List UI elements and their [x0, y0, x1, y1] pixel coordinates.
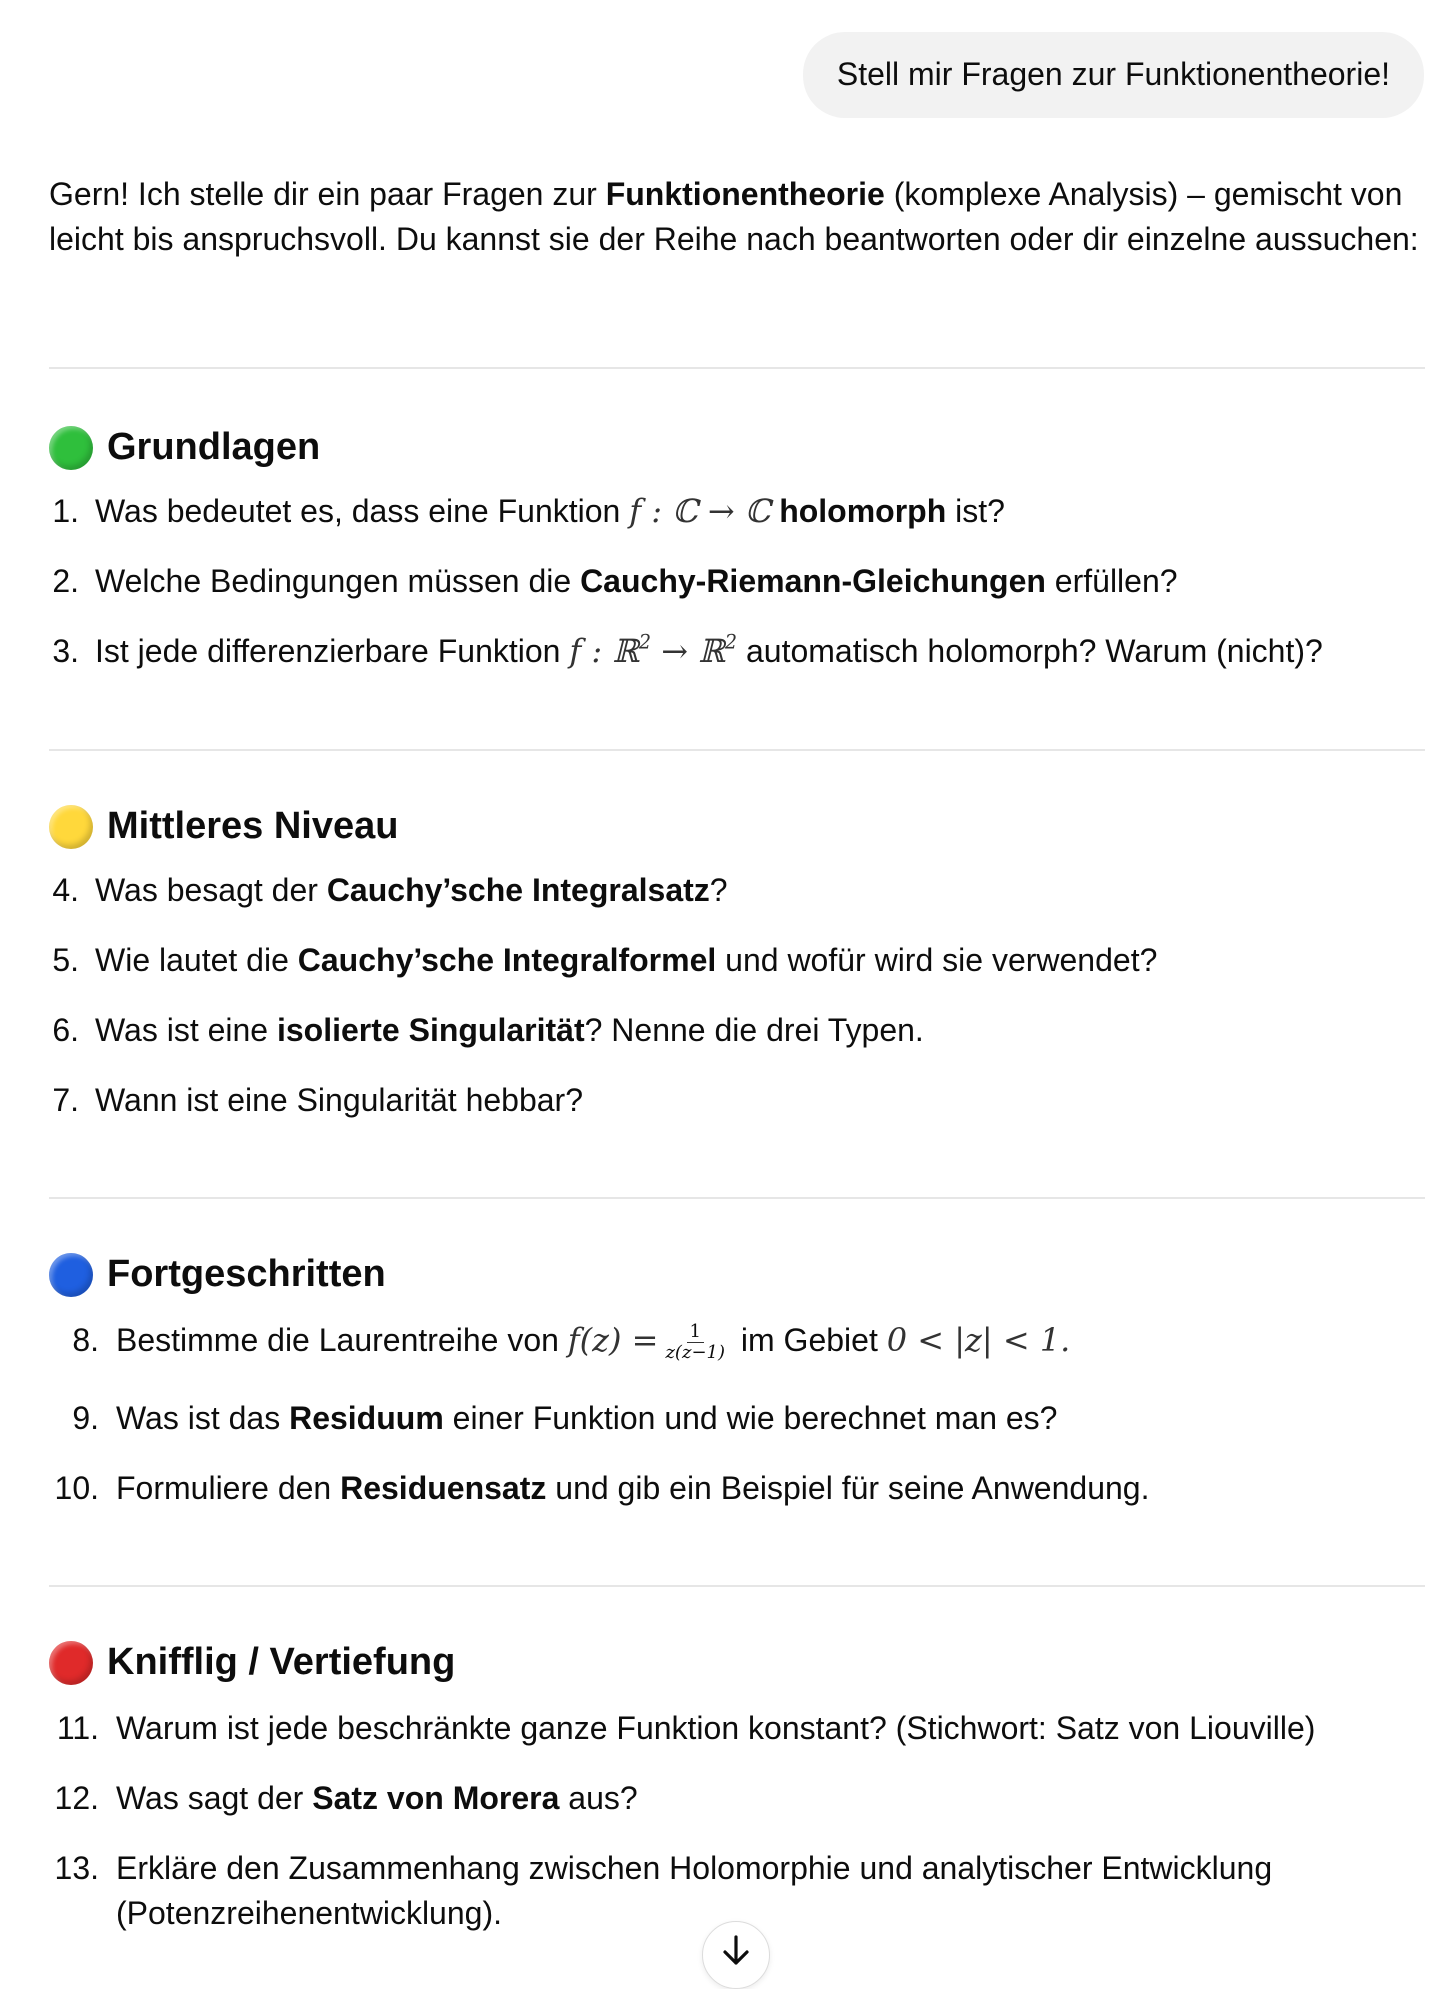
- item-number: 5.: [52, 942, 79, 978]
- section-title: Mittleres Niveau: [107, 805, 399, 848]
- item-number: 13.: [54, 1850, 99, 1886]
- item-text: Wann ist eine Singularität hebbar?: [95, 1082, 583, 1118]
- assistant-response: [49, 172, 1425, 1931]
- list-item: [49, 938, 1453, 983]
- item-bold: Residuensatz: [340, 1470, 547, 1506]
- intro-bold: Funktionentheorie: [605, 176, 885, 212]
- item-text: Erkläre den Zusammenhang zwischen Holomorphie und analytischer Entwicklung (Potenzreihenentwicklung).: [116, 1850, 1273, 1931]
- item-number: 3.: [52, 633, 79, 669]
- item-number: 12.: [54, 1780, 99, 1816]
- scroll-to-bottom-button[interactable]: [702, 1921, 770, 1989]
- item-text: Ist jede differenzierbare Funktion: [95, 633, 570, 669]
- item-text-end: einer Funktion und wie berechnet man es?: [443, 1400, 1058, 1436]
- item-text-end: aus?: [559, 1780, 638, 1816]
- item-bold: isolierte Singularität: [276, 1012, 585, 1048]
- divider: [49, 749, 1425, 751]
- math-expression: f(z) =: [567, 1321, 659, 1359]
- item-text-end: automatisch holomorph? Warum (nicht)?: [737, 633, 1323, 669]
- divider: [49, 367, 1425, 369]
- item-bold: Cauchy’sche Integralformel: [297, 942, 717, 978]
- item-text-end: erfüllen?: [1045, 563, 1178, 599]
- item-text: Was ist das: [116, 1400, 290, 1436]
- math-part: → ℝ: [651, 632, 725, 670]
- item-text: Warum ist jede beschränkte ganze Funktion konstant? (Stichwort: Satz von Liouville): [116, 1710, 1316, 1746]
- section-title: Fortgeschritten: [107, 1253, 386, 1296]
- red-circle-icon: [49, 1641, 93, 1685]
- section-title: Knifflig / Vertiefung: [107, 1641, 456, 1684]
- blue-circle-icon: [49, 1253, 93, 1297]
- intro-text: Gern! Ich stelle dir ein paar Fragen zur: [49, 176, 606, 212]
- item-number: 10.: [54, 1470, 99, 1506]
- item-bold: Cauchy-Riemann-Gleichungen: [580, 563, 1046, 599]
- item-text: Formuliere den: [116, 1470, 341, 1506]
- list-item: [49, 1776, 1425, 1821]
- arrow-down-icon: [721, 1934, 751, 1968]
- item-number: 8.: [72, 1322, 99, 1358]
- list-item: [49, 1318, 1453, 1363]
- user-message-bubble: Stell mir Fragen zur Funktionentheorie!: [803, 32, 1424, 118]
- math-expression: [569, 632, 737, 670]
- item-text: Wie lautet die: [95, 942, 298, 978]
- list-item: [49, 629, 1453, 674]
- math-expression: f : ℂ → ℂ: [629, 492, 771, 530]
- fraction-numerator: 1: [687, 1322, 704, 1343]
- section-knifflig: [49, 1638, 1425, 1931]
- divider: [49, 1197, 1425, 1199]
- fraction: [662, 1322, 728, 1363]
- section-grundlagen: [49, 423, 1425, 670]
- fraction-denominator: z(z−1): [665, 1342, 725, 1364]
- item-bold: holomorph: [779, 493, 947, 529]
- item-text: Was bedeutet es, dass eine Funktion: [95, 493, 630, 529]
- list-item: [49, 1396, 1453, 1441]
- item-text: Was sagt der: [116, 1780, 313, 1816]
- item-bold: Cauchy’sche Integralsatz: [326, 872, 710, 908]
- item-number: 7.: [52, 1082, 79, 1118]
- section-heading: [49, 1638, 1425, 1688]
- list-item: [49, 1466, 1453, 1511]
- divider: [49, 1585, 1425, 1587]
- list-item: [49, 1078, 1453, 1123]
- math-part: f : ℝ: [569, 632, 639, 670]
- section-heading: [49, 802, 1425, 852]
- item-number: 9.: [72, 1400, 99, 1436]
- list-item: [49, 1706, 1425, 1751]
- user-message-row: [803, 32, 1424, 118]
- section-title: Grundlagen: [107, 426, 321, 469]
- item-number: 1.: [52, 493, 79, 529]
- section-mittleres-niveau: [49, 802, 1425, 1118]
- list-item: [49, 559, 1453, 604]
- list-item: [49, 489, 1453, 534]
- yellow-circle-icon: [49, 805, 93, 849]
- math-sup: 2: [724, 630, 738, 654]
- item-text-mid: im Gebiet: [732, 1322, 887, 1358]
- item-bold: Satz von Morera: [312, 1780, 560, 1816]
- list-item: [49, 1008, 1453, 1053]
- item-text-end: ?: [709, 872, 728, 908]
- item-text-end: und wofür wird sie verwendet?: [716, 942, 1158, 978]
- item-number: 6.: [52, 1012, 79, 1048]
- item-bold: Residuum: [289, 1400, 444, 1436]
- item-text-end: ? Nenne die drei Typen.: [584, 1012, 924, 1048]
- item-text: Was besagt der: [95, 872, 327, 908]
- item-text-end: und gib ein Beispiel für seine Anwendung.: [546, 1470, 1150, 1506]
- intro-text-rest: (komplexe Analysis) – gemischt von leicht bis anspruchsvoll. Du kannst sie der Reihe nach beantworten oder dir einzelne aussuchen:: [49, 176, 1419, 257]
- intro-paragraph: [49, 172, 1425, 262]
- list-item: [49, 868, 1453, 913]
- section-fortgeschritten: [49, 1250, 1425, 1506]
- item-number: 11.: [56, 1710, 99, 1746]
- item-text: Welche Bedingungen müssen die: [95, 563, 581, 599]
- section-heading: [49, 1250, 1425, 1300]
- section-heading: [49, 423, 1425, 473]
- green-circle-icon: [49, 426, 93, 470]
- math-expression: 0 < |z| < 1.: [886, 1321, 1071, 1359]
- item-number: 4.: [52, 872, 79, 908]
- math-sup: 2: [638, 630, 652, 654]
- item-text: Bestimme die Laurentreihe von: [116, 1322, 568, 1358]
- item-text-end: ist?: [946, 493, 1005, 529]
- item-text: Was ist eine: [95, 1012, 277, 1048]
- item-number: 2.: [52, 563, 79, 599]
